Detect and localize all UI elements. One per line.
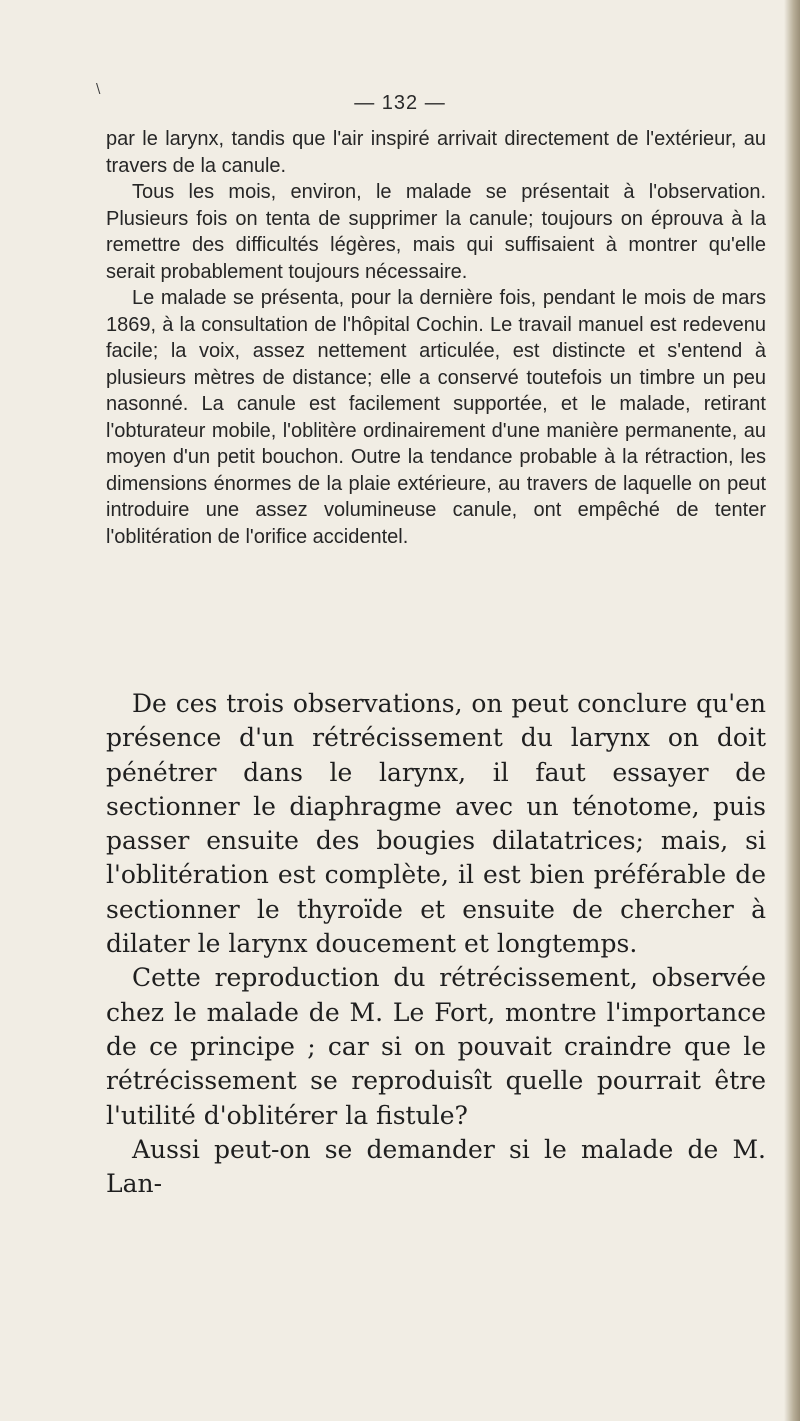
paragraph-reproduction: Cette reproduction du rétrécissement, observée chez le malade de M. Le Fort, montre l'importance de ce principe ; car si on pouvait craindre que le rétrécissement se reproduisît quelle pourrait être l'utilité d'oblitérer la fistule? [106,963,766,1130]
paragraph-conclusion: De ces trois observations, on peut conclure qu'en présence d'un rétrécissement du larynx on doit pénétrer dans le larynx, il faut essayer de sectionner le diaphragme avec un ténotome, puis passer ensuite des bougies dilatatrices; mais, si l'oblitération est complète, il est bien préférable de sectionner le thyroïde et ensuite de chercher à dilater le larynx doucement et longtemps. [106,689,766,959]
page-number: — 132 — [354,92,446,114]
body-text-sans [106,126,766,550]
paragraph-observation-visits: Tous les mois, environ, le malade se présentait à l'observation. Plusieurs fois on tenta de supprimer la canule; toujours on éprouva à la remettre des difficultés légères, mais qui suffisaient à montrer qu'elle serait probablement toujours nécessaire. [106,181,766,283]
paragraph-question: Aussi peut-on se demander si le malade de M. Lan- [106,1134,766,1199]
paragraph-continuation: par le larynx, tandis que l'air inspiré arrivait directement de l'extérieur, au travers de la canule. [106,128,766,177]
corner-mark: \ [96,82,101,97]
paragraph-last-visit: Le malade se présenta, pour la dernière fois, pendant le mois de mars 1869, à la consultation de l'hôpital Cochin. Le travail manuel est redevenu facile; la voix, assez nettement articulée, est distincte et s'entend à plusieurs mètres de distance; elle a conservé toutefois un timbre un peu nasonné. La canule est facilement supportée, et le malade, retirant l'obturateur mobile, l'oblitère ordinairement d'une manière permanente, au moyen d'un petit bouchon. Outre la tendance probable à la rétraction, les dimensions énormes de la plaie extérieure, au travers de laquelle on peut introduire une assez volumineuse canule, ont empêché de tenter l'oblitération de l'orifice accidentel. [106,287,766,548]
body-text-serif [106,687,766,1201]
page-edge-shadow [784,0,800,1421]
